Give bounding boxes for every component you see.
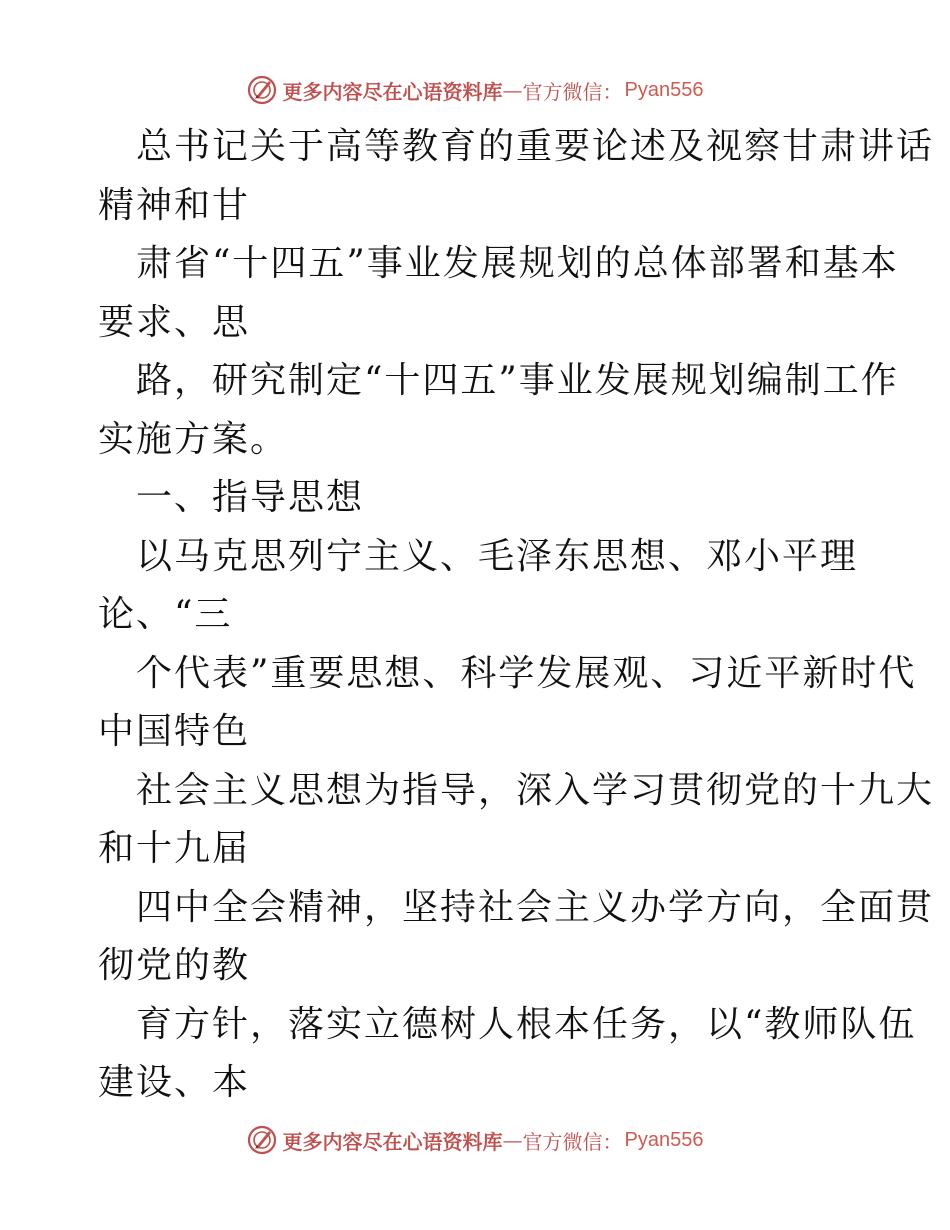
- banner-account-label: 官方微信：: [522, 1129, 623, 1154]
- text-line: 肃省“十四五”事业发展规划的总体部署和基本: [136, 243, 899, 284]
- text-line: 路，研究制定“十四五”事业发展规划编制工作: [136, 360, 899, 401]
- text-line: 和十九届: [98, 828, 251, 869]
- text-line: 建设、本: [98, 1062, 251, 1103]
- banner-main-text: 更多内容尽在心语资料库: [282, 79, 503, 104]
- text-line: 实施方案。: [98, 418, 289, 460]
- text-line: 论、“三: [98, 594, 233, 635]
- quill-pen-logo-icon: [247, 75, 277, 105]
- banner-account-id: Pyan556: [624, 78, 704, 101]
- text-line: 一、指导思想: [136, 477, 365, 518]
- text-line: 个代表”重要思想、科学发展观、习近平新时代: [136, 652, 917, 694]
- banner-dash: —: [502, 1128, 523, 1152]
- text-line: 育方针，落实立德树人根本任务，以“教师队伍: [136, 1003, 917, 1045]
- quill-pen-logo-icon: [247, 1125, 277, 1155]
- text-line: 总书记关于高等教育的重要论述及视察甘肃讲话: [136, 126, 935, 167]
- text-line: 彻党的教: [98, 945, 251, 986]
- document-body: [98, 118, 935, 1113]
- text-line: 中国特色: [98, 711, 251, 752]
- footer-banner: [0, 1120, 950, 1160]
- text-line: 精神和甘: [98, 184, 251, 226]
- banner-dash: —: [502, 78, 523, 102]
- text-line: 要求、思: [98, 301, 251, 343]
- text-line: 社会主义思想为指导，深入学习贯彻党的十九大: [136, 769, 935, 811]
- text-line: 四中全会精神，坚持社会主义办学方向，全面贯: [136, 886, 935, 928]
- text-line: 以马克思列宁主义、毛泽东思想、邓小平理: [136, 535, 859, 577]
- header-banner: [0, 70, 950, 110]
- banner-main-text: 更多内容尽在心语资料库: [282, 1129, 503, 1154]
- banner-account-id: Pyan556: [624, 1128, 704, 1151]
- banner-account-label: 官方微信：: [522, 79, 623, 104]
